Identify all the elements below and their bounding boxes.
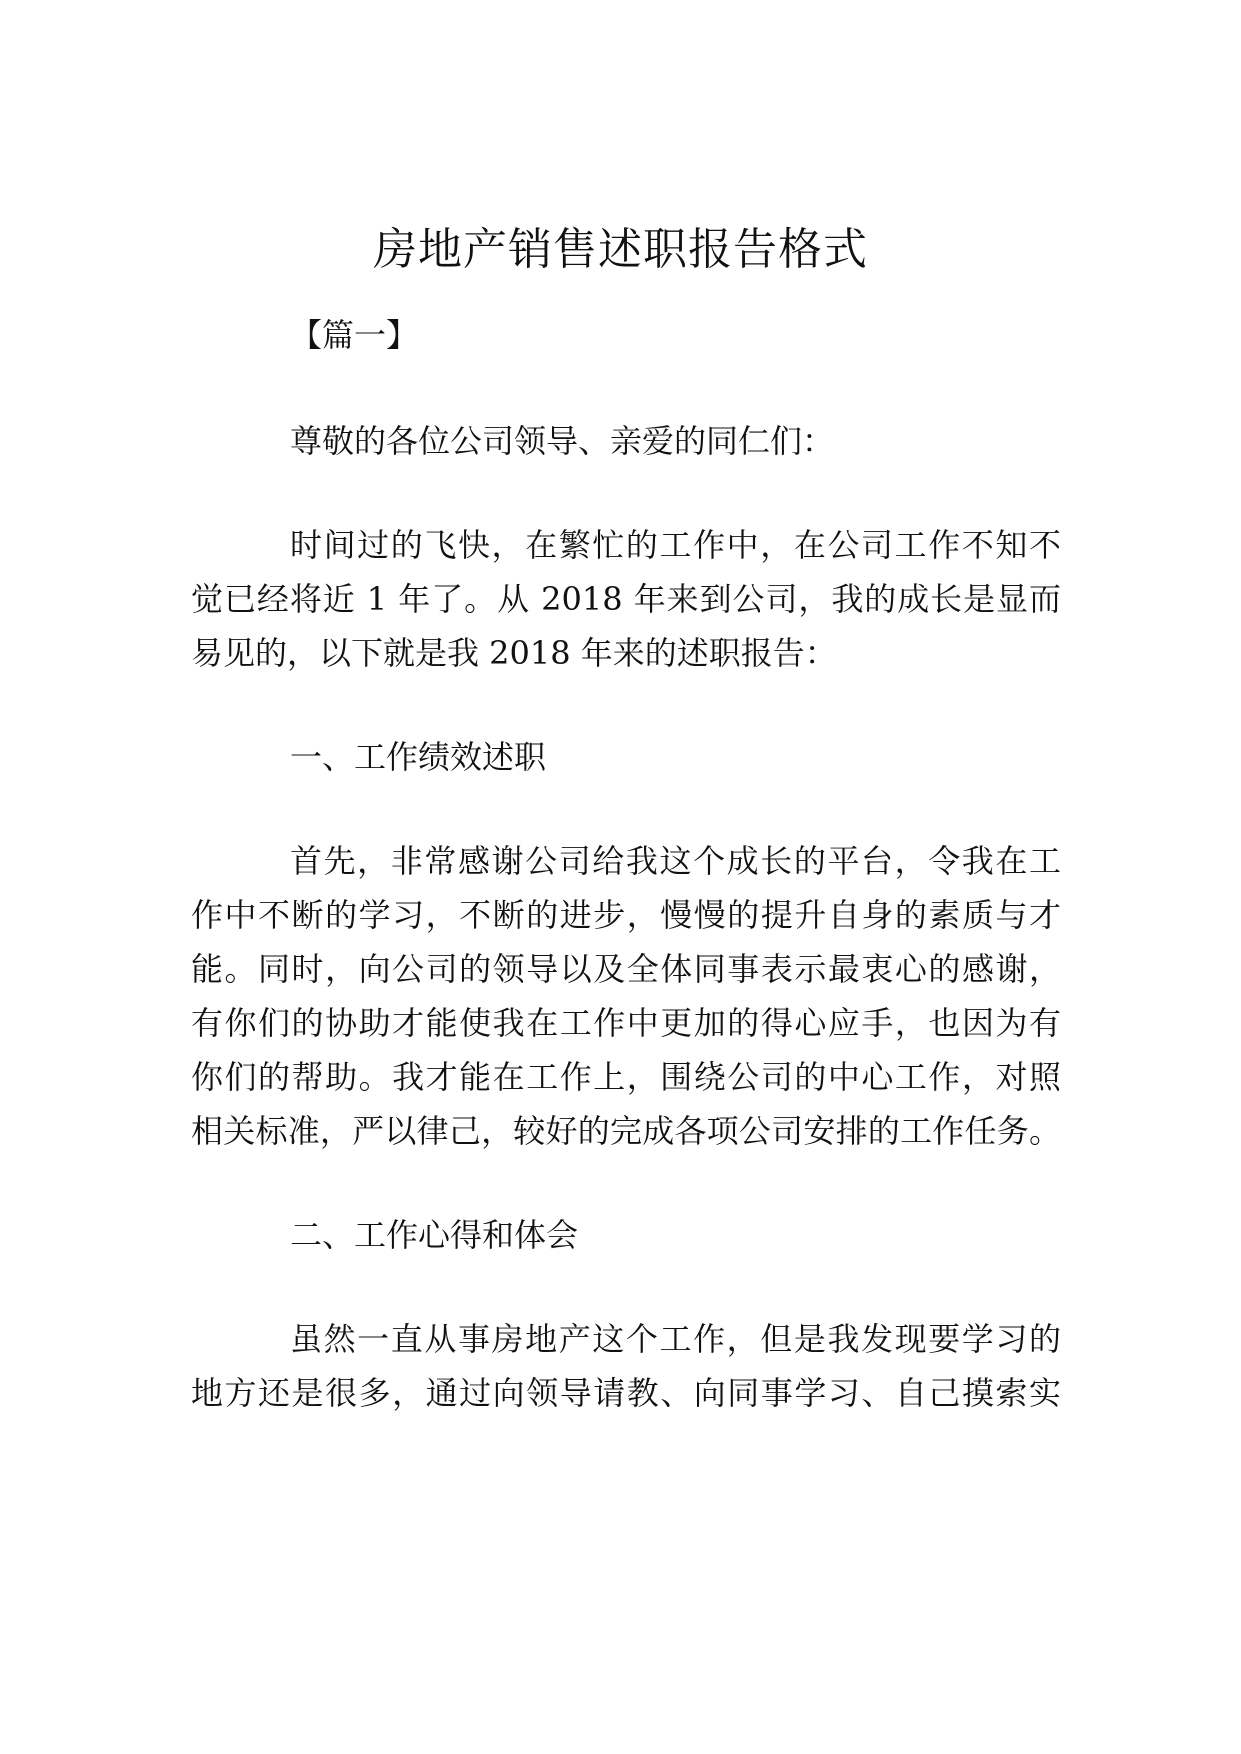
paragraph-1-line-2: 觉已经将近 1 年了。从 2018 年来到公司，我的成长是显而: [191, 580, 1061, 618]
salutation: 尊敬的各位公司领导、亲爱的同仁们：: [290, 422, 835, 460]
paragraph-2-line-5: 你们的帮助。我才能在工作上，围绕公司的中心工作，对照: [191, 1058, 1061, 1096]
paragraph-1-line-1: 时间过的飞快，在繁忙的工作中，在公司工作不知不: [290, 526, 1061, 564]
document-title: 房地产销售述职报告格式: [373, 224, 868, 275]
paragraph-2-line-3: 能。同时，向公司的领导以及全体同事表示最衷心的感谢，: [191, 950, 1061, 988]
paragraph-2-line-4: 有你们的协助才能使我在工作中更加的得心应手，也因为有: [191, 1004, 1061, 1042]
paragraph-2-line-6: 相关标准，严以律己，较好的完成各项公司安排的工作任务。: [191, 1112, 1061, 1150]
heading-2: 二、工作心得和体会: [290, 1216, 579, 1254]
paragraph-2-line-1: 首先，非常感谢公司给我这个成长的平台，令我在工: [290, 842, 1061, 880]
section-label: 【篇一】: [290, 316, 419, 354]
paragraph-1-line-3: 易见的，以下就是我 2018 年来的述职报告：: [191, 634, 837, 672]
paragraph-2-line-2: 作中不断的学习，不断的进步，慢慢的提升自身的素质与才: [191, 896, 1061, 934]
heading-1: 一、工作绩效述职: [290, 738, 547, 776]
paragraph-3-line-1: 虽然一直从事房地产这个工作，但是我发现要学习的: [290, 1320, 1061, 1358]
paragraph-3-line-2: 地方还是很多，通过向领导请教、向同事学习、自己摸索实: [191, 1374, 1061, 1412]
